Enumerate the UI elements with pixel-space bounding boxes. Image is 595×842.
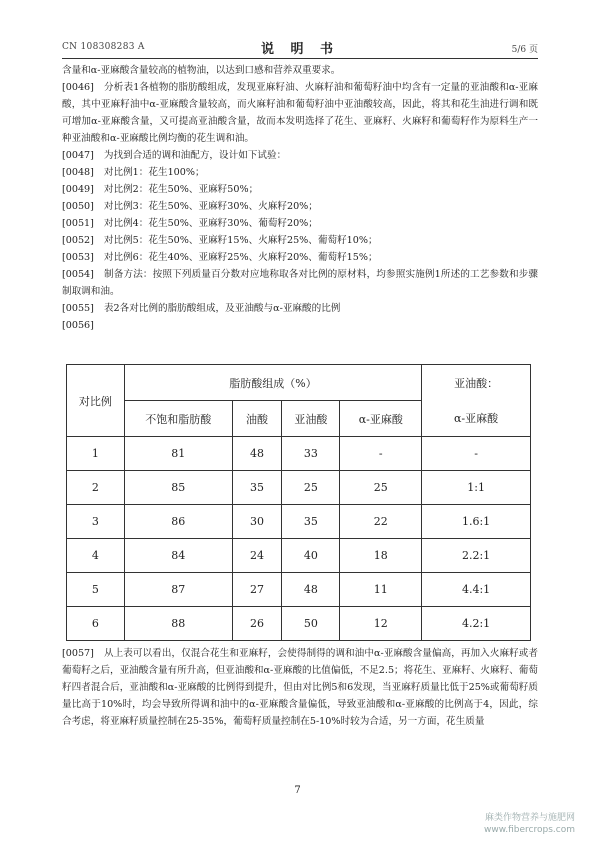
watermark-title: 麻类作物营养与施肥网 <box>484 813 575 823</box>
table-cell: 48 <box>232 437 282 471</box>
col-header-linoleic: 亚油酸 <box>282 401 340 437</box>
paragraph-0049: [0049] 对比例2：花生50%、亚麻籽50%； <box>62 184 259 195</box>
paragraph-0056 <box>62 317 538 334</box>
table-cell: 4.4:1 <box>422 573 531 607</box>
col-header-fatty-acid-group: 脂肪酸组成（%） <box>124 365 421 401</box>
table-cell: 12 <box>340 607 422 641</box>
paragraph-number: [0056] <box>62 320 94 331</box>
paragraph-number: [0046] <box>62 82 94 93</box>
paragraph-number: [0055] <box>62 303 94 314</box>
patent-number: CN 108308283 A <box>62 42 145 52</box>
page-header <box>62 38 538 56</box>
table-cell: - <box>422 437 531 471</box>
document-type-title: 说 明 书 <box>260 42 340 57</box>
table-cell: 40 <box>282 539 340 573</box>
col-header-ratio-top: 亚油酸： <box>422 365 531 401</box>
table-row <box>67 573 531 607</box>
header-divider <box>62 58 538 59</box>
table-header-row <box>67 365 531 401</box>
table-cell: 4 <box>67 539 125 573</box>
table-cell: 2.2:1 <box>422 539 531 573</box>
table-cell: 85 <box>124 471 232 505</box>
col-header-comparative: 对比例 <box>67 365 125 437</box>
table-cell: 18 <box>340 539 422 573</box>
paragraph-0055: [0055] 表2各对比例的脂肪酸组成，及亚油酸与α-亚麻酸的比例 <box>62 303 341 314</box>
table-cell: 35 <box>232 471 282 505</box>
paragraph-number: [0057] <box>62 648 94 659</box>
paragraph-number: [0053] <box>62 252 94 263</box>
table-cell: 81 <box>124 437 232 471</box>
table-cell: 25 <box>282 471 340 505</box>
table-cell: 88 <box>124 607 232 641</box>
table-cell: 27 <box>232 573 282 607</box>
col-header-oleic: 油酸 <box>232 401 282 437</box>
body-text-bottom <box>62 645 538 730</box>
watermark-url: www.fibercrops.com <box>484 825 575 835</box>
paragraph-0050: [0050] 对比例3：花生50%、亚麻籽30%、火麻籽20%； <box>62 201 318 212</box>
table-cell: 3 <box>67 505 125 539</box>
table-cell: 1:1 <box>422 471 531 505</box>
body-text-top <box>62 62 538 334</box>
paragraph-0048: [0048] 对比例1：花生100%； <box>62 167 205 178</box>
paragraph-number: [0050] <box>62 201 94 212</box>
paragraph-0053: [0053] 对比例6：花生40%、亚麻籽25%、火麻籽20%、葡萄籽15%； <box>62 252 378 263</box>
table-cell: 1.6:1 <box>422 505 531 539</box>
table-cell: 22 <box>340 505 422 539</box>
paragraph-number: [0047] <box>62 150 94 161</box>
paragraph-0054: [0054] 制备方法：按照下列质量百分数对应地称取各对比例的原材料，均参照实施例1所述的工艺参数和步骤制取调和油。 <box>62 269 538 297</box>
table-cell: 87 <box>124 573 232 607</box>
table-row <box>67 437 531 471</box>
table-cell: 4.2:1 <box>422 607 531 641</box>
table-cell: 2 <box>67 471 125 505</box>
paragraph-continued: 含量和α-亚麻酸含量较高的植物油，以达到口感和营养双重要求。 <box>62 65 341 76</box>
table-cell: 33 <box>282 437 340 471</box>
paragraph-0047: [0047] 为找到合适的调和油配方，设计如下试验： <box>62 150 287 161</box>
table-cell: 84 <box>124 539 232 573</box>
paragraph-number: [0051] <box>62 218 94 229</box>
paragraph-0046: [0046] 分析表1各植物的脂肪酸组成，发现亚麻籽油、火麻籽油和葡萄籽油中均含有一定量的亚油酸和α-亚麻酸，其中亚麻籽油中α-亚麻酸含量较高，而火麻籽油和葡萄籽油中亚油酸较高，因此，将其和花生油进行调和既可增加α-亚麻酸含量，又可提高亚油酸含量，故而本发明选择了花生、亚麻籽、火麻籽和葡萄籽作为原料生产一种亚油酸和α-亚麻酸比例均衡的花生调和油。 <box>62 82 539 144</box>
paragraph-number: [0049] <box>62 184 94 195</box>
paragraph-0051: [0051] 对比例4：花生50%、亚麻籽30%、葡萄籽20%； <box>62 218 318 229</box>
col-header-alpha-linolenic: α-亚麻酸 <box>340 401 422 437</box>
table-cell: 5 <box>67 573 125 607</box>
col-header-unsaturated: 不饱和脂肪酸 <box>124 401 232 437</box>
paragraph-number: [0054] <box>62 269 94 280</box>
paragraph-0052: [0052] 对比例5：花生50%、亚麻籽15%、火麻籽25%、葡萄籽10%； <box>62 235 378 246</box>
table-subheader-row <box>67 401 531 437</box>
table-cell: 11 <box>340 573 422 607</box>
table-cell: 48 <box>282 573 340 607</box>
watermark <box>484 812 575 836</box>
page-number: 7 <box>294 785 301 796</box>
paragraph-number: [0052] <box>62 235 94 246</box>
fatty-acid-table <box>66 364 531 641</box>
table-row <box>67 505 531 539</box>
table-cell: 26 <box>232 607 282 641</box>
paragraph-0057: [0057] 从上表可以看出，仅混合花生和亚麻籽，会使得制得的调和油中α-亚麻酸含量偏高，再加入火麻籽或者葡萄籽之后，亚油酸含量有所升高，但亚油酸和α-亚麻酸的比值偏低，不足2.5；将花生、亚麻籽、火麻籽、葡萄籽四者混合后，亚油酸和α-亚麻酸的比例得到提升，但由对比例5和6发现，当亚麻籽质量比低于25%或葡萄籽质量比高于10%时，均会导致所得调和油中的α-亚麻酸含量偏低，导致亚油酸和α-亚麻酸的比例高于4，因此，综合考虑，将亚麻籽质量控制在25-35%，葡萄籽质量控制在5-10%时较为合适，另一方面，花生质量 <box>62 648 538 727</box>
table-cell: 35 <box>282 505 340 539</box>
table-cell: 25 <box>340 471 422 505</box>
table-row <box>67 607 531 641</box>
table-cell: 24 <box>232 539 282 573</box>
paragraph-number: [0048] <box>62 167 94 178</box>
table-row <box>67 539 531 573</box>
table-cell: - <box>340 437 422 471</box>
table-cell: 1 <box>67 437 125 471</box>
table-cell: 30 <box>232 505 282 539</box>
table-cell: 50 <box>282 607 340 641</box>
table-row <box>67 471 531 505</box>
table-cell: 86 <box>124 505 232 539</box>
table-cell: 6 <box>67 607 125 641</box>
col-header-ratio-bottom: α-亚麻酸 <box>422 401 531 437</box>
page-indicator: 5/6 页 <box>511 45 538 55</box>
